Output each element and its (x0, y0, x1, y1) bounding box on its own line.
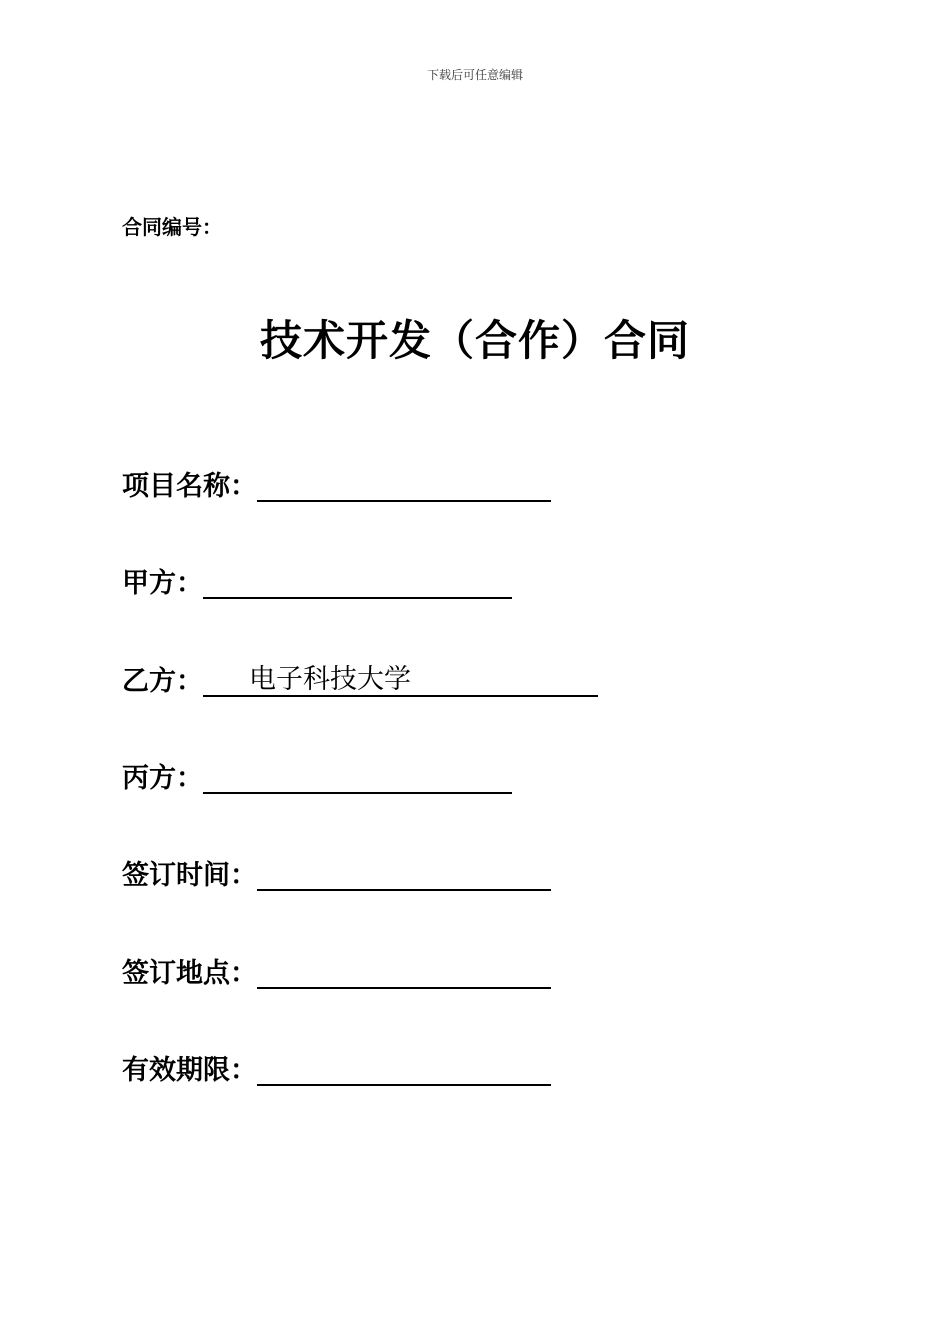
signing-time-blank[interactable] (257, 857, 551, 891)
field-label: 有效期限： (122, 1055, 257, 1086)
field-label: 丙方： (122, 763, 203, 794)
field-signing-time (122, 853, 551, 893)
field-project-name (122, 464, 551, 504)
party-b-value[interactable]: 电子科技大学 (203, 663, 598, 697)
field-label: 签订时间： (122, 860, 257, 891)
field-party-c (122, 756, 512, 796)
field-signing-place (122, 951, 551, 991)
field-label: 项目名称： (122, 471, 257, 502)
header-note: 下载后可任意编辑 (426, 68, 523, 82)
signing-place-blank[interactable] (257, 955, 551, 989)
party-a-blank[interactable] (203, 565, 512, 599)
field-label: 甲方： (122, 568, 203, 599)
party-c-blank[interactable] (203, 760, 512, 794)
field-party-a (122, 561, 512, 601)
field-label: 签订地点： (122, 958, 257, 989)
field-party-b (122, 659, 598, 699)
field-validity-period (122, 1048, 551, 1088)
field-label: 乙方： (122, 666, 203, 697)
document-title: 技术开发（合作）合同 (259, 316, 690, 365)
project-name-blank[interactable] (257, 468, 551, 502)
validity-period-blank[interactable] (257, 1052, 551, 1086)
contract-number-label: 合同编号： (122, 215, 222, 239)
